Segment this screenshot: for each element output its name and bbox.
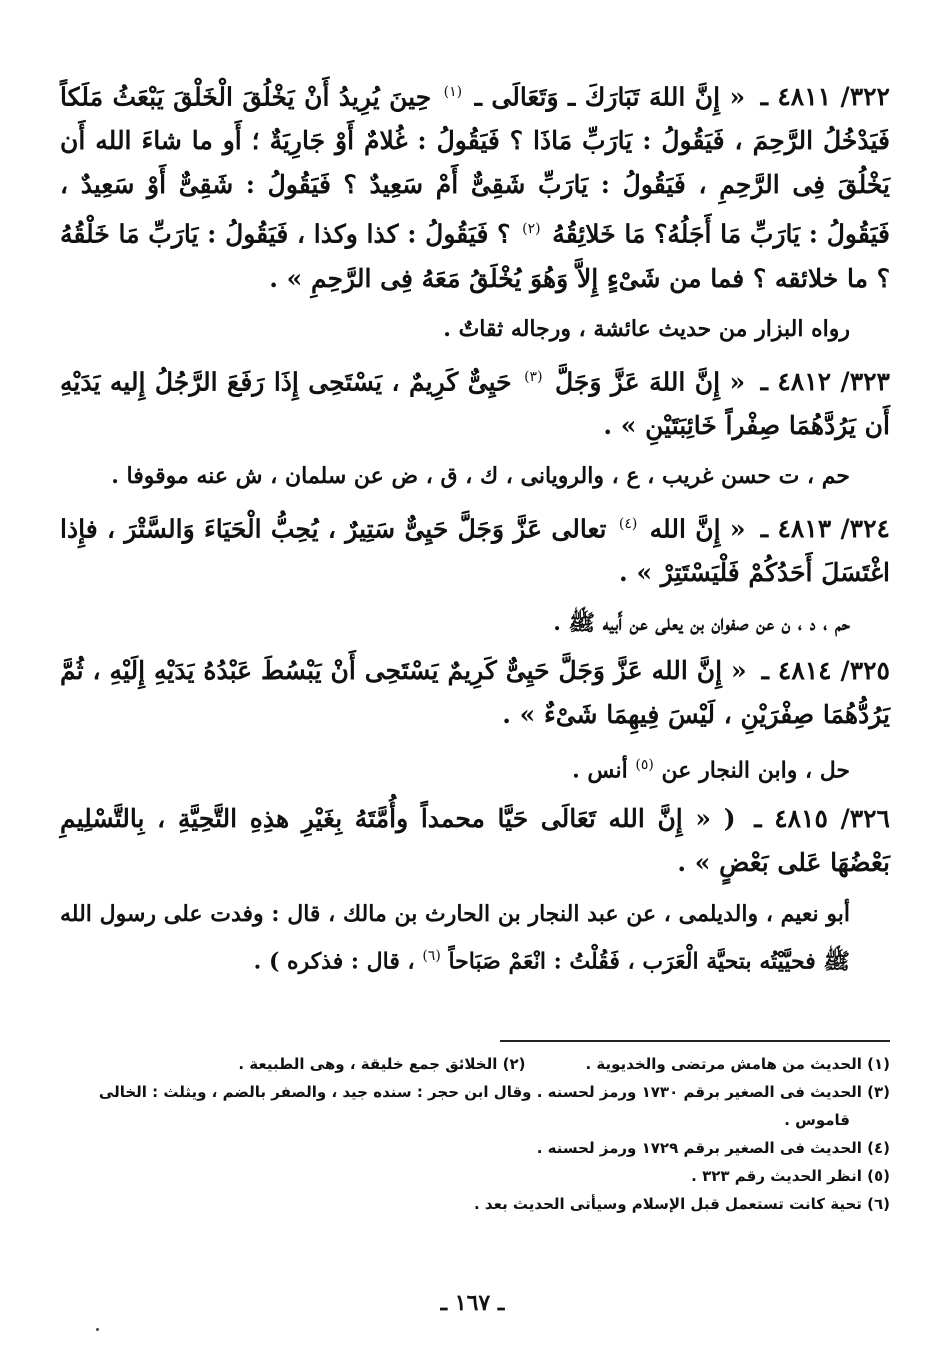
- footnote-5: (٥) انظر الحديث رقم ٣٢٣ .: [691, 1167, 890, 1185]
- hadith-number: ٣٢٢/ ٤٨١١ ـ: [760, 82, 890, 112]
- hadith-text: « إِنَّ اللهَ تَبَارَكَ ـ وَتَعَالَى ـ: [474, 82, 746, 112]
- footnote-3-continuation: قاموس .: [784, 1111, 850, 1129]
- hadith-source: رواه البزار من حديث عائشة ، ورجاله ثقاتٌ .: [443, 315, 850, 342]
- hadith-text: ؟ فَيَقُولُ : كذا وكذا ، فَيَقُولُ : يَارَبِّ مَا خَلْقُهُ ؟ ما خلائقه ؟ فما من شَىْءٍ إِلاَّ وَهُوَ يُخْلَقُ مَعَهُ فِى الرَّحِمِ » .: [60, 219, 890, 293]
- hadith-text: ( « إِنَّ الله تَعَالَى حَيَّا محمداً وأُمَّتَهُ بِغَيْرِ هذِهِ التَّحِيَّةِ ، بِالتَّسْلِيمِ بَعْضُهَا عَلى بَعْضٍ » .: [60, 803, 890, 877]
- hadith-source: [60, 745, 890, 790]
- hadith-entry: [60, 502, 890, 595]
- hadith-text: حَيِىٌّ كَرِيمٌ ، يَسْتَحِى إِذَا رَفَعَ الرَّجُلُ إِليه يَدَيْهِ أَن يَرُدَّهُمَا صِفْراً خَائِبَتَيْنِ » .: [60, 366, 890, 440]
- footnote-row: [60, 1050, 890, 1078]
- footnote-divider: [500, 1040, 890, 1042]
- hadith-number: ٣٢٣/ ٤٨١٢ ـ: [760, 366, 890, 396]
- hadith-entry: [60, 70, 890, 301]
- hadith-number: ٣٢٥/ ٤٨١٤ ـ: [761, 656, 890, 686]
- hadith-source: حم ، د ، ن عن صفوان بن يعلى عن أَبيه ﷺ .: [553, 610, 850, 637]
- footnote-4: (٤) الحديث فى الصغير برقم ١٧٢٩ ورمز لحسنه .: [536, 1139, 890, 1157]
- hadith-text: « إِنَّ الله عَزَّ وَجَلَّ حَيِىٌّ كَرِيمٌ يَسْتَحِى أَنْ يَبْسُطَ عَبْدُهُ يَدَيْهِ إِلَيْهِ ، ثُمَّ يَرُدُّهُمَا صِفْرَيْنِ ، لَيْسَ فِيهِمَا شَىْءٌ » .: [60, 656, 890, 730]
- footnote-ref[interactable]: (٣): [524, 368, 543, 385]
- scan-speck: [96, 1328, 99, 1331]
- source-text: ، قال : فذكره ) .: [253, 947, 415, 974]
- source-text: أبو نعيم ، والديلمى ، عن عبد النجار بن الحارث بن مالك ، قال : وفدت على رسول الله ﷺ فحيَّيْتُه بتحيَّة الْعَرَب ، فَقُلْتُ : انْعَمْ صَبَاحاً: [60, 900, 850, 974]
- source-text: حل ، وابن النجار عن: [661, 757, 850, 784]
- hadith-source: حم ، ت حسن غريب ، ع ، والرويانى ، ك ، ق ، ض عن سلمان ، ش عنه موقوفا .: [111, 462, 850, 489]
- footnote-ref[interactable]: (٤): [618, 515, 638, 532]
- page-number: ـ ١٦٧ ـ: [440, 1290, 505, 1316]
- hadith-entry: [60, 355, 890, 448]
- footnote-6: (٦) تحية كانت تستعمل قبل الإسلام وسيأتى الحديث بعد .: [474, 1195, 890, 1213]
- source-text: أنس .: [572, 757, 628, 784]
- footnote-2: (٢) الخلائق جمع خليقة ، وهى الطبيعة .: [238, 1055, 526, 1073]
- hadith-number: ٣٢٤/ ٤٨١٣ ـ: [760, 514, 890, 544]
- hadith-text: تعالى عَزَّ وَجَلَّ حَيِىٌّ سَتِيرٌ ، يُحِبُّ الْحَيَاءَ وَالسَّتْرَ ، فإِذا اغْتَسَلَ أَحَدُكُمْ فَلْيَسْتَتِرْ » .: [60, 514, 890, 588]
- footnote-ref[interactable]: (٦): [422, 947, 441, 964]
- footnote-ref[interactable]: (١): [443, 84, 463, 100]
- hadith-text: حِينَ يُرِيدُ أَنْ يَخْلُقَ الْخَلْقَ يَبْعَثُ مَلَكاً فَيَدْخُلُ الرَّحِمَ ، فَيَقُولُ : يَارَبِّ مَاذَا ؟ فَيَقُولُ : غُلامٌ أَوْ جَارِيَةٌ ؛ أَو ما شاءَ الله أَن يَخْلُقَ فِى الرَّحِمِ ، فَيَقُولُ : يَارَبِّ شَقِىٌّ أَمْ سَعِيدٌ ؟ فَيَقُولُ : شَقِىٌّ أَوْ سَعِيدٌ ، فَيَقُولُ : يَارَبِّ مَا أَجَلُهُ؟ مَا خَلائِقُهُ: [60, 82, 890, 249]
- footnote-1: (١) الحديث من هامش مرتضى والخديوية .: [585, 1055, 890, 1073]
- hadith-entry: [60, 797, 890, 885]
- hadith-entry: [60, 649, 890, 737]
- page-body: [60, 70, 890, 988]
- footnote-3: (٣) الحديث فى الصغير برقم ١٧٣٠ ورمز لحسنه . وقال ابن حجر : سنده جيد ، والصفر بالضم ، ويثلث : الخالى: [98, 1083, 890, 1101]
- hadith-text: « إِنَّ الله: [649, 514, 746, 544]
- footnote-ref[interactable]: (٥): [635, 757, 654, 774]
- footnote-ref[interactable]: (٢): [522, 221, 541, 238]
- hadith-number: ٣٢٦/ ٤٨١٥ ـ: [754, 803, 890, 833]
- footnotes: [60, 1050, 890, 1218]
- hadith-text: « إِنَّ اللهَ عَزَّ وَجَلَّ: [555, 366, 746, 396]
- hadith-source: [60, 893, 890, 982]
